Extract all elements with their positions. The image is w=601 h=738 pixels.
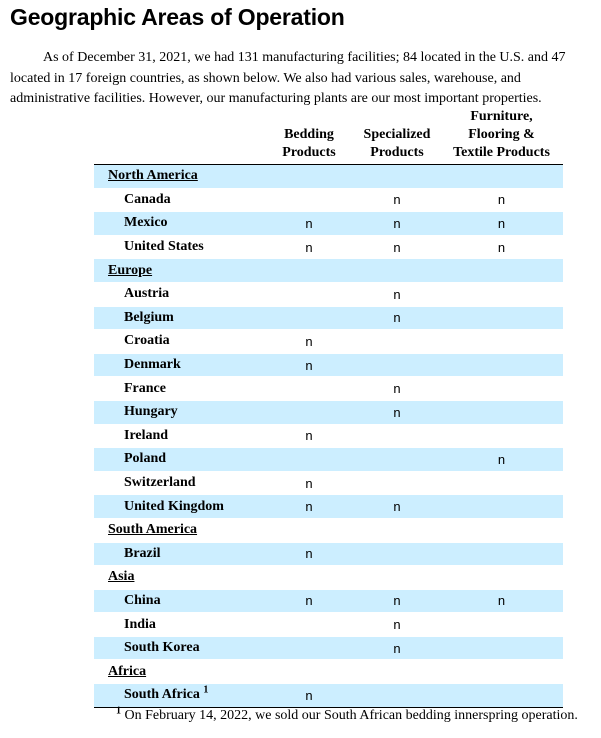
bedding-cell: [264, 566, 354, 590]
country-row: [94, 400, 563, 424]
row-label: Denmark: [124, 357, 181, 373]
specialized-cell: n: [354, 589, 440, 613]
row-label: Brazil: [124, 545, 161, 561]
country-name: [94, 613, 264, 637]
footnote-text: On February 14, 2022, we sold our South African bedding innerspring operation.: [124, 708, 578, 723]
bedding-cell: n: [264, 330, 354, 354]
region-row: [94, 259, 563, 283]
bedding-cell: [264, 259, 354, 283]
country-name: [94, 684, 264, 708]
country-row: [94, 589, 563, 613]
furniture-cell: [440, 259, 563, 283]
specialized-cell: [354, 448, 440, 472]
country-name: [94, 212, 264, 236]
row-label: Ireland: [124, 427, 169, 443]
intro-paragraph: As of December 31, 2021, we had 131 manufacturing facilities; 84 located in the U.S. and 47 located in 17 foreign countries, as shown below. We also had various sales, warehouse, and administrative facilities. However, our manufacturing plants are our most important properties.: [10, 50, 566, 106]
footnote-marker: 1: [116, 705, 121, 717]
bedding-cell: n: [264, 424, 354, 448]
header-country: [94, 108, 264, 165]
specialized-cell: [354, 424, 440, 448]
country-row: [94, 448, 563, 472]
row-label: Austria: [124, 286, 170, 302]
country-name: [94, 235, 264, 259]
specialized-cell: n: [354, 212, 440, 236]
furniture-cell: [440, 495, 563, 519]
region-name: [94, 259, 264, 283]
furniture-cell: n: [440, 448, 563, 472]
bedding-cell: [264, 188, 354, 212]
row-label: Asia: [108, 569, 135, 585]
furniture-cell: n: [440, 188, 563, 212]
row-label: France: [124, 380, 166, 396]
region-row: [94, 518, 563, 542]
region-name: [94, 518, 264, 542]
country-row: [94, 235, 563, 259]
region-row: [94, 165, 563, 189]
specialized-cell: n: [354, 282, 440, 306]
country-row: [94, 282, 563, 306]
country-name: [94, 353, 264, 377]
country-row: [94, 330, 563, 354]
row-label: Hungary: [124, 404, 178, 420]
row-label: Belgium: [124, 309, 174, 325]
row-label: Poland: [124, 451, 167, 467]
footnote-ref: 1: [203, 684, 209, 696]
region-row: [94, 660, 563, 684]
table-header-row: [94, 108, 563, 165]
row-label: South Korea: [124, 640, 200, 656]
furniture-cell: [440, 282, 563, 306]
facilities-table: [94, 108, 563, 708]
region-name: [94, 660, 264, 684]
region-name: [94, 165, 264, 189]
specialized-cell: [354, 660, 440, 684]
furniture-cell: [440, 353, 563, 377]
region-name: [94, 566, 264, 590]
furniture-cell: [440, 400, 563, 424]
row-label: North America: [108, 168, 198, 184]
furniture-cell: [440, 377, 563, 401]
country-name: [94, 424, 264, 448]
country-row: [94, 424, 563, 448]
specialized-cell: n: [354, 636, 440, 660]
furniture-cell: n: [440, 235, 563, 259]
bedding-cell: n: [264, 353, 354, 377]
bedding-cell: n: [264, 684, 354, 708]
bedding-cell: n: [264, 589, 354, 613]
country-row: [94, 353, 563, 377]
specialized-cell: [354, 471, 440, 495]
country-name: [94, 306, 264, 330]
specialized-cell: n: [354, 188, 440, 212]
bedding-cell: n: [264, 471, 354, 495]
furniture-cell: [440, 566, 563, 590]
country-row: [94, 306, 563, 330]
furniture-cell: [440, 330, 563, 354]
region-row: [94, 566, 563, 590]
specialized-cell: n: [354, 377, 440, 401]
country-row: [94, 471, 563, 495]
country-name: [94, 495, 264, 519]
furniture-cell: [440, 518, 563, 542]
country-row: [94, 377, 563, 401]
specialized-cell: [354, 684, 440, 708]
bedding-cell: [264, 636, 354, 660]
bedding-cell: [264, 660, 354, 684]
country-row: [94, 613, 563, 637]
furniture-cell: n: [440, 589, 563, 613]
furniture-cell: [440, 684, 563, 708]
furniture-cell: [440, 424, 563, 448]
bedding-cell: [264, 518, 354, 542]
country-name: [94, 400, 264, 424]
specialized-cell: [354, 165, 440, 189]
furniture-cell: [440, 613, 563, 637]
specialized-cell: [354, 353, 440, 377]
bedding-cell: [264, 282, 354, 306]
row-label: South Africa: [124, 687, 200, 703]
specialized-cell: n: [354, 235, 440, 259]
country-name: [94, 589, 264, 613]
table-body: [94, 165, 563, 708]
country-name: [94, 636, 264, 660]
bedding-cell: n: [264, 235, 354, 259]
country-row: [94, 542, 563, 566]
header-furniture: Furniture, Flooring & Textile Products: [440, 108, 563, 165]
country-row: [94, 684, 563, 708]
specialized-cell: [354, 518, 440, 542]
furniture-cell: [440, 165, 563, 189]
bedding-cell: [264, 613, 354, 637]
bedding-cell: n: [264, 542, 354, 566]
footnote: [116, 705, 578, 724]
specialized-cell: [354, 330, 440, 354]
bedding-cell: [264, 400, 354, 424]
header-bedding: Bedding Products: [264, 108, 354, 165]
bedding-cell: [264, 306, 354, 330]
row-label: Switzerland: [124, 475, 196, 491]
country-name: [94, 377, 264, 401]
row-label: United Kingdom: [124, 498, 224, 514]
specialized-cell: n: [354, 306, 440, 330]
row-label: Africa: [108, 663, 147, 679]
page-title: Geographic Areas of Operation: [10, 4, 345, 30]
furniture-cell: [440, 660, 563, 684]
specialized-cell: n: [354, 495, 440, 519]
country-row: [94, 188, 563, 212]
row-label: Croatia: [124, 333, 170, 349]
specialized-cell: [354, 259, 440, 283]
specialized-cell: [354, 566, 440, 590]
furniture-cell: [440, 471, 563, 495]
furniture-cell: [440, 306, 563, 330]
row-label: China: [124, 592, 161, 608]
row-label: India: [124, 616, 156, 632]
specialized-cell: [354, 542, 440, 566]
country-name: [94, 448, 264, 472]
bedding-cell: n: [264, 212, 354, 236]
specialized-cell: n: [354, 400, 440, 424]
header-specialized: Specialized Products: [354, 108, 440, 165]
specialized-cell: n: [354, 613, 440, 637]
country-name: [94, 471, 264, 495]
bedding-cell: n: [264, 495, 354, 519]
row-label: South America: [108, 522, 198, 538]
bedding-cell: [264, 165, 354, 189]
country-row: [94, 495, 563, 519]
country-row: [94, 636, 563, 660]
furniture-cell: [440, 636, 563, 660]
bedding-cell: [264, 448, 354, 472]
row-label: United States: [124, 239, 204, 255]
furniture-cell: n: [440, 212, 563, 236]
bedding-cell: [264, 377, 354, 401]
country-row: [94, 212, 563, 236]
country-name: [94, 542, 264, 566]
row-label: Europe: [108, 262, 153, 278]
furniture-cell: [440, 542, 563, 566]
country-name: [94, 330, 264, 354]
row-label: Mexico: [124, 215, 168, 231]
country-name: [94, 282, 264, 306]
country-name: [94, 188, 264, 212]
row-label: Canada: [124, 191, 171, 207]
